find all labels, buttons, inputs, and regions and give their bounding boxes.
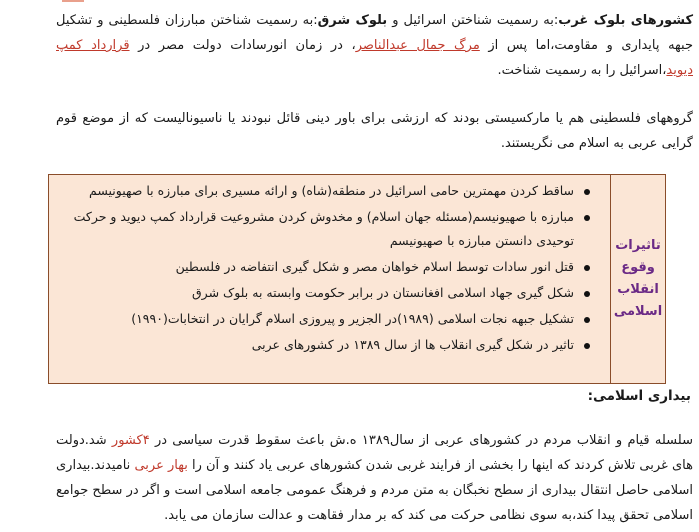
paragraph-text: ،اسرائیل را به رسمیت شناخت. — [497, 63, 667, 78]
nasser-death-term: مرگ جمال عبدالناصر — [355, 38, 480, 53]
list-item: تشکیل جبهه نجات اسلامی (۱۹۸۹)در الجزیر و پیروزی اسلام گرایان در انتخابات(۱۹۹۰) — [61, 307, 592, 331]
label-line: تاثیرات — [615, 238, 661, 253]
western-bloc-term: کشورهای بلوک غرب — [558, 13, 694, 28]
decorative-line — [62, 0, 84, 2]
section-heading: بیداری اسلامی: — [587, 388, 691, 404]
paragraph-islamic-awakening — [56, 428, 693, 528]
camp-david-term: قرارداد کمپ دیوید — [56, 38, 693, 78]
label-line: اسلامی — [613, 304, 663, 319]
paragraph-text: ، در زمان انورسادات دولت مصر در — [129, 38, 356, 53]
effects-list — [49, 175, 610, 383]
paragraph-text: :به رسمیت شناختن مبارزان فلسطینی و تشکیل جبهه پایداری و مقاومت،اما پس از — [56, 13, 693, 53]
effects-table-label — [610, 175, 665, 383]
effects-table — [48, 174, 666, 384]
paragraph-blocs — [56, 8, 693, 83]
eastern-bloc-term: بلوک شرق — [317, 13, 388, 28]
paragraph-text: نامیدند.بیداری اسلامی حاصل انتقال بیداری از سطح نخبگان به متن مردم و فرهنگ عمومی جامعه اسلامی است و اگر در سطح جوامع اسلامی تحقق پیدا کند،به سوی نظامی حرکت می کند که بر مدار فقاهت و عدالت سازمان می یابد. — [56, 458, 693, 523]
label-line: انقلاب — [617, 282, 659, 297]
paragraph-text: سلسله قیام و انقلاب مردم در کشورهای عربی از سال۱۳۸۹ ه.ش باعث سقوط قدرت سیاسی در — [149, 433, 693, 448]
list-item: شکل گیری جهاد اسلامی افغانستان در برابر حکومت وابسته به بلوک شرق — [61, 281, 592, 305]
arab-spring-term: بهار عربی — [134, 458, 188, 473]
label-line: وقوع — [621, 260, 655, 275]
four-countries-term: ۴کشور — [111, 433, 150, 448]
paragraph-text: شد.دولت های غربی تلاش کردند که اینها را بخشی از فرایند غربی شدن کشورهای عربی یاد کنند و آن را — [56, 433, 693, 473]
list-item: مبارزه با صهیونیسم(مسئله جهان اسلام) و مخدوش کردن مشروعیت قرارداد کمپ دیوید و حرکت توحیدی دانستن مبارزه با صهیونیسم — [61, 205, 592, 253]
list-item: ساقط کردن مهمترین حامی اسرائیل در منطقه(شاه) و ارائه مسیری برای مبارزه با صهیونیسم — [61, 179, 592, 203]
paragraph-palestinian-groups: گروههای فلسطینی هم یا مارکسیستی بودند که ارزشی برای باور دینی قائل نبودند یا ناسیونالیست که از موضع قوم گرایی عربی به اسلام می نگریستند. — [56, 111, 693, 151]
list-item: تاثیر در شکل گیری انقلاب ها از سال ۱۳۸۹ در کشورهای عربی — [61, 333, 592, 357]
paragraph-text: :به رسمیت شناختن اسرائیل و — [387, 13, 559, 28]
list-item: قتل انور سادات توسط اسلام خواهان مصر و شکل گیری انتفاضه در فلسطین — [61, 255, 592, 279]
